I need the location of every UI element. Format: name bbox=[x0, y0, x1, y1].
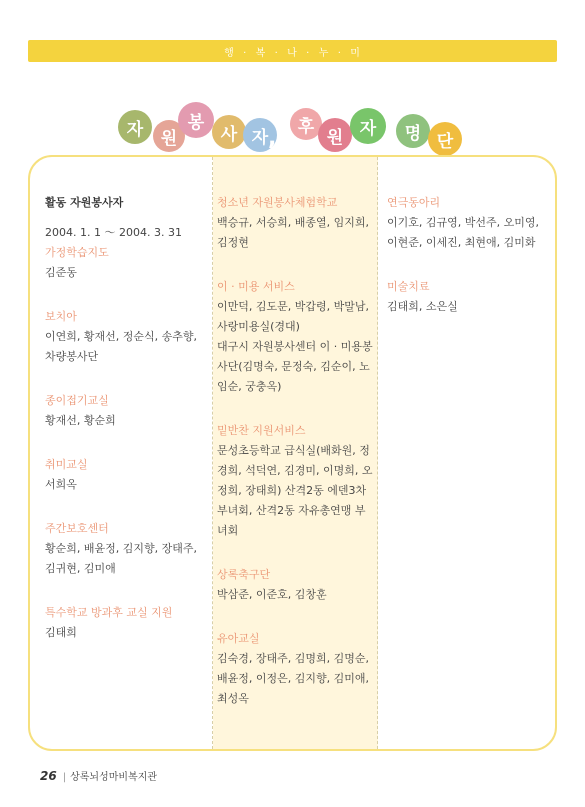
section-body: 이기호, 김규영, 박선주, 오미영, 이현준, 이세진, 최현애, 김미화 bbox=[387, 216, 539, 249]
title-char-won2: 원 bbox=[318, 118, 352, 152]
section-day-care-center bbox=[45, 519, 210, 579]
section-youth-volunteer-school bbox=[217, 193, 373, 253]
section-side-dish-support bbox=[217, 421, 373, 541]
title-char-ja1: 자 bbox=[118, 110, 152, 144]
section-drama-club bbox=[387, 193, 542, 253]
page-footer bbox=[40, 768, 157, 783]
volunteers-heading: 활동 자원봉사자 bbox=[45, 196, 124, 209]
banner-text: 행 · 복 · 나 · 누 · 미 bbox=[224, 47, 361, 59]
column-divider-right bbox=[377, 157, 378, 749]
section-title: 주간보호센터 bbox=[45, 522, 109, 535]
section-body: 이만덕, 김도문, 박갑령, 박말남, 사랑미용실(경대) bbox=[217, 300, 369, 333]
title-char-ja2: 자 bbox=[243, 118, 277, 152]
section-title: 연극동아리 bbox=[387, 196, 441, 209]
column-divider-left bbox=[212, 157, 213, 749]
column-1 bbox=[45, 193, 210, 667]
section-title: 미술치료 bbox=[387, 280, 430, 293]
section-body: 이연희, 황재선, 정순식, 송추향, 차량봉사단 bbox=[45, 330, 197, 363]
section-title: 청소년 자원봉사체험학교 bbox=[217, 196, 338, 209]
section-art-therapy bbox=[387, 277, 542, 317]
section-title: 가정학습지도 bbox=[45, 246, 109, 259]
section-body: 문성초등학교 급식실(배화원, 정경희, 석덕연, 김경미, 이명희, 오정희, 장태희) 산격2동 에덴3차 부녀회, 산격2동 자유총연맹 부녀회 bbox=[217, 444, 373, 537]
section-title: 밑반찬 지원서비스 bbox=[217, 424, 306, 437]
column-2 bbox=[217, 193, 373, 733]
section-title: 종이접기교실 bbox=[45, 394, 109, 407]
footer-org-name: 상록뇌성마비복지관 bbox=[70, 772, 158, 783]
section-boccia bbox=[45, 307, 210, 367]
section-hobby-class bbox=[45, 455, 210, 495]
title-char-won1: 원 bbox=[153, 120, 185, 152]
title-char-ja3: 자 bbox=[350, 108, 386, 144]
section-origami bbox=[45, 391, 210, 431]
title-char-bong: 봉 bbox=[178, 102, 214, 138]
title-comma: , bbox=[268, 126, 277, 151]
page-number: 26 bbox=[40, 769, 57, 783]
activity-date-range: 2004. 1. 1 ～ 2004. 3. 31 bbox=[45, 226, 182, 239]
section-title: 보치아 bbox=[45, 310, 77, 323]
title-char-sa: 사 bbox=[212, 115, 246, 149]
title-char-myeong: 명 bbox=[396, 114, 430, 148]
section-body: 박삼준, 이준호, 김창훈 bbox=[217, 588, 327, 601]
top-banner bbox=[28, 40, 557, 62]
section-beauty-service bbox=[217, 277, 373, 397]
section-body: 김숙경, 장태주, 김명희, 김명순, 배윤정, 이정은, 김지향, 김미애, 최성옥 bbox=[217, 652, 369, 705]
section-body: 백승규, 서승희, 배종열, 임지희, 김정현 bbox=[217, 216, 369, 249]
section-body: 김태희, 소은실 bbox=[387, 300, 458, 313]
section-body: 황재선, 황순희 bbox=[45, 414, 116, 427]
section-soccer-team bbox=[217, 565, 373, 605]
title-char-hu: 후 bbox=[290, 108, 322, 140]
section-title: 특수학교 방과후 교실 지원 bbox=[45, 606, 173, 619]
title-char-dan: 단 bbox=[428, 122, 462, 156]
section-body: 김준동 bbox=[45, 266, 77, 279]
section-title: 이 · 미용 서비스 bbox=[217, 280, 295, 293]
section-preschool-class bbox=[217, 629, 373, 709]
section-body-2: 대구시 자원봉사센터 이 · 미용봉사단(김명숙, 문정숙, 김순이, 노임순, 궁충옥) bbox=[217, 340, 373, 393]
section-body: 김태희 bbox=[45, 626, 77, 639]
section-title: 상록축구단 bbox=[217, 568, 271, 581]
section-body: 서희옥 bbox=[45, 478, 77, 491]
section-home-tutoring bbox=[45, 243, 210, 283]
content-panel bbox=[28, 155, 557, 751]
section-after-school-support bbox=[45, 603, 210, 643]
section-body: 황순희, 배윤정, 김지향, 장태주, 김귀현, 김미애 bbox=[45, 542, 197, 575]
section-title: 취미교실 bbox=[45, 458, 88, 471]
section-title: 유아교실 bbox=[217, 632, 260, 645]
footer-separator: | bbox=[62, 772, 67, 783]
column-3 bbox=[387, 193, 542, 341]
